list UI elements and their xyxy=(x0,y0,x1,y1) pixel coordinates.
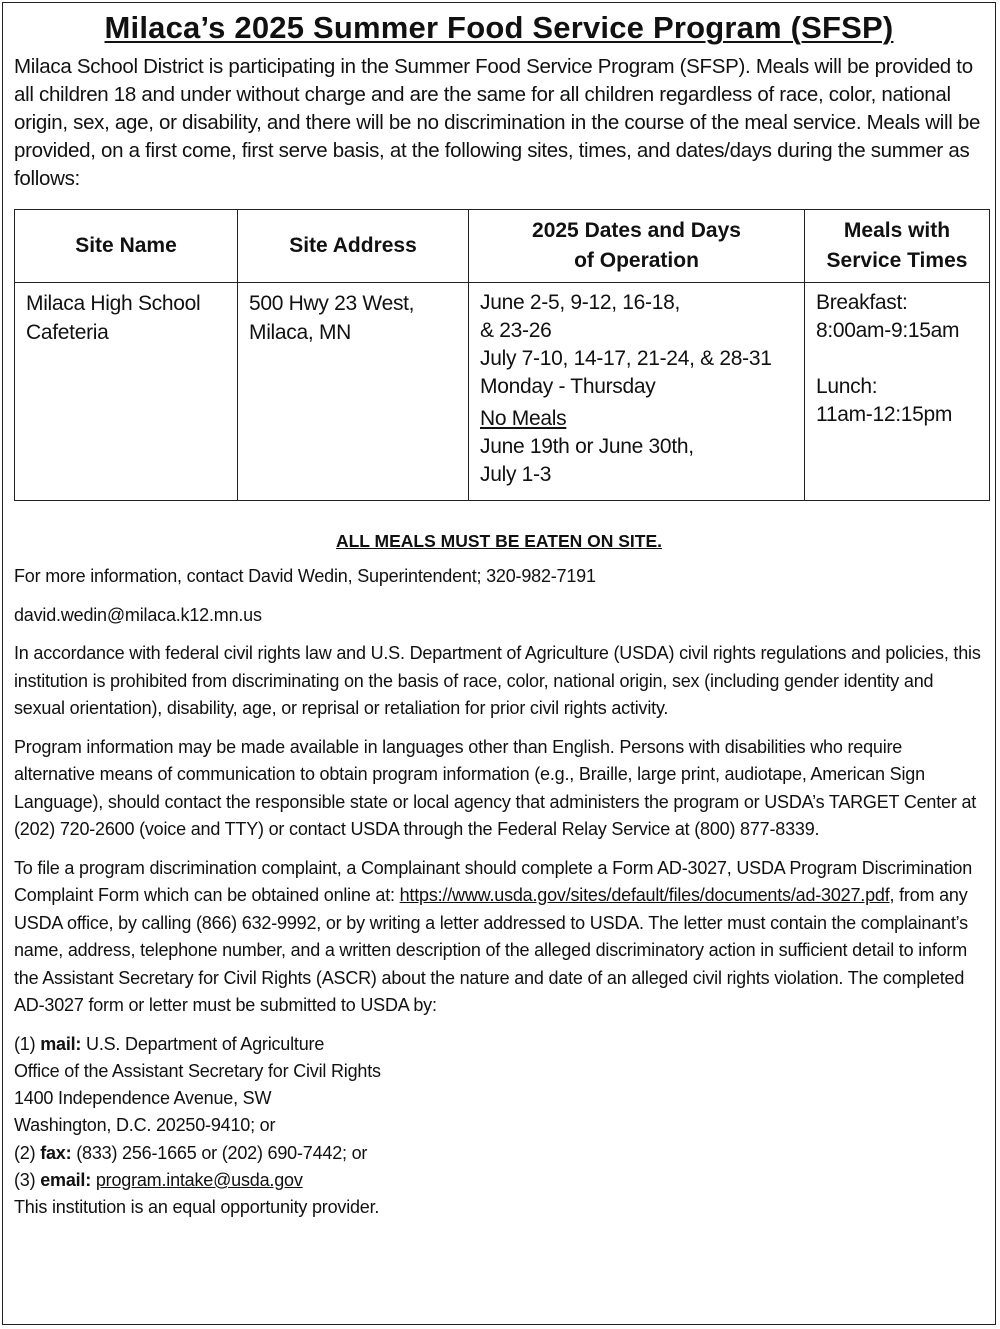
contact-line: For more information, contact David Wedin, Superintendent; 320-982-7191 xyxy=(14,566,596,586)
breakfast-label: Breakfast: xyxy=(816,291,908,314)
cell-site-name xyxy=(15,283,238,501)
breakfast-time: 8:00am-9:15am xyxy=(816,319,960,342)
dates-line: June 2-5, 9-12, 16-18, xyxy=(480,291,681,314)
no-meals-label: No Meals xyxy=(480,407,567,430)
fax-line xyxy=(14,1140,984,1167)
eat-on-site-notice: ALL MEALS MUST BE EATEN ON SITE. xyxy=(335,531,663,551)
notice-frame xyxy=(2,2,996,1325)
equal-opportunity-statement: This institution is an equal opportunity provider. xyxy=(14,1197,380,1218)
page-title: Milaca’s 2025 Summer Food Service Program (SFSP) xyxy=(104,10,894,45)
table-row xyxy=(15,283,990,501)
site-name-line2: Cafeteria xyxy=(26,321,109,344)
submission-methods xyxy=(14,1031,984,1222)
fax-label: fax: xyxy=(40,1142,72,1163)
program-info-paragraph: Program information may be made available in languages other than English. Persons with disabilities who require alternative means of communication to obtain program information (e.g., Braille, large print, audiotape, American Sign Language), should contact the responsible state or local agency that administers the program or USDA’s TARGET Center at (202) 720-2600 (voice and TTY) or contact USDA through the Federal Relay Service at (800) 877-8339. xyxy=(14,736,977,839)
email-label: email: xyxy=(40,1169,92,1190)
email-number: (3) xyxy=(14,1169,41,1190)
sites-table xyxy=(14,209,990,501)
civil-rights-paragraph: In accordance with federal civil rights law and U.S. Department of Agriculture (USDA) civil rights regulations and policies, this institution is prohibited from discriminating on the basis of race, color, national origin, sex (including gender identity and sexual orientation), disability, age, or reprisal or retaliation for prior civil rights activity. xyxy=(14,643,981,718)
lunch-time: 11am-12:15pm xyxy=(816,403,953,426)
mail-line2: Office of the Assistant Secretary for Civil Rights xyxy=(14,1060,381,1081)
header-dates-line1: 2025 Dates and Days xyxy=(532,219,741,242)
cell-site-address xyxy=(238,283,469,501)
dates-line: & 23-26 xyxy=(480,319,552,342)
intake-email-link[interactable]: program.intake@usda.gov xyxy=(95,1169,303,1190)
header-dates-line2: of Operation xyxy=(574,249,699,272)
cell-dates xyxy=(469,283,805,501)
complaint-text-end: , from any USDA office, by calling (866) 632-9992, or by writing a letter addressed to USDA. The letter must contain the complainant’s name, address, telephone number, and a written description of the alleged discriminatory action in sufficient detail to inform the Assistant Secretary for Civil Rights (ASCR) about the nature and date of an alleged civil rights violation. The completed AD-3027 form or letter must be submitted to USDA by: xyxy=(14,885,968,1015)
header-meals-line1: Meals with xyxy=(843,219,951,242)
fax-value: (833) 256-1665 or (202) 690-7442; or xyxy=(71,1142,368,1163)
complaint-text-start: To file a program discrimination complaint, a Complainant should complete a Form AD-3027, USDA Program Discrimination Complaint Form which can be obtained online at: xyxy=(14,857,973,905)
complaint-paragraph xyxy=(14,855,984,1020)
dates-line: Monday - Thursday xyxy=(480,375,656,398)
dates-line: July 7-10, 14-17, 21-24, & 28-31 xyxy=(480,347,772,370)
header-site-address: Site Address xyxy=(238,210,469,283)
mail-line1: U.S. Department of Agriculture xyxy=(81,1033,325,1054)
no-meals-date: June 19th or June 30th, xyxy=(480,435,694,458)
lunch-label: Lunch: xyxy=(816,375,878,398)
site-name-line1: Milaca High School xyxy=(26,292,201,315)
cell-meals xyxy=(805,283,990,501)
mail-line3: 1400 Independence Avenue, SW xyxy=(14,1088,272,1109)
mail-label: mail: xyxy=(40,1033,82,1054)
intro-paragraph: Milaca School District is participating in the Summer Food Service Program (SFSP). Meals will be provided to all children 18 and under without charge and are the same for all children regardless of race, color, national origin, sex, age, or disability, and there will be no discrimination in the course of the meal service. Meals will be provided, on a first come, first serve basis, at the following sites, times, and dates/days during the summer as follows: xyxy=(14,55,981,190)
email-line xyxy=(14,1167,984,1194)
mail-line4: Washington, D.C. 20250-9410; or xyxy=(14,1115,276,1136)
address-line1: 500 Hwy 23 West, xyxy=(249,292,415,315)
meal-gap xyxy=(816,345,978,373)
header-site-name: Site Name xyxy=(15,210,238,283)
contact-email: david.wedin@milaca.k12.mn.us xyxy=(14,604,262,625)
header-meals xyxy=(805,210,990,283)
complaint-form-link[interactable]: https://www.usda.gov/sites/default/files/documents/ad-3027.pdf xyxy=(399,885,890,905)
mail-number: (1) xyxy=(14,1033,41,1054)
mail-line xyxy=(14,1031,984,1058)
header-dates xyxy=(469,210,805,283)
address-line2: Milaca, MN xyxy=(249,321,352,344)
header-meals-line2: Service Times xyxy=(826,249,968,272)
fax-number: (2) xyxy=(14,1142,41,1163)
no-meals-date: July 1-3 xyxy=(480,463,552,486)
table-header-row xyxy=(15,210,990,283)
